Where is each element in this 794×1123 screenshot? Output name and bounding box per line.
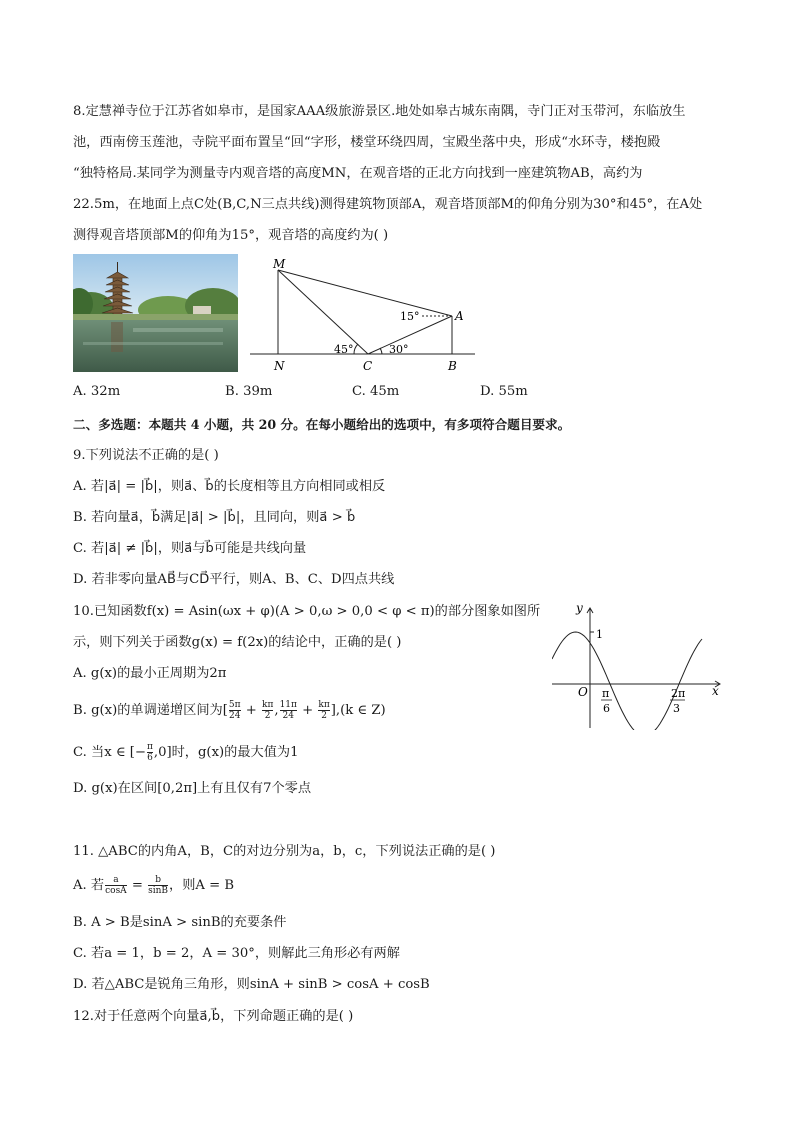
q10-c-pre: C. 当x ∈ [−	[73, 745, 146, 760]
label-B: B	[448, 359, 457, 373]
label-C: C	[363, 359, 373, 373]
q8-line2: 池，西南傍玉莲池，寺院平面布置呈“回“字形，楼堂环绕四周，宝殿坐落中央，形成“水环寺，楼抱殿	[73, 135, 661, 150]
q8-line1: 8.定慧禅寺位于江苏省如皋市，是国家AAA级旅游景区.地处如皋古城东南隅，寺门正对玉带河，东临放生	[73, 104, 686, 119]
tick-2pi-den: 3	[673, 702, 680, 715]
frac-11pi-24	[280, 700, 297, 721]
tick-pi-num: π	[602, 687, 610, 700]
frac-pi-6	[147, 742, 153, 763]
q10-b-pre: B. g(x)的单调递增区间为[	[73, 703, 228, 718]
label-N: N	[274, 359, 285, 373]
q9-option-b: B. 若向量a⃗，b⃗满足|a⃗| > |b⃗|，且同向，则a⃗ > b⃗	[73, 510, 356, 525]
elevation-diagram	[250, 258, 480, 376]
tick-1: 1	[596, 628, 603, 641]
axis-x-label: x	[712, 684, 719, 698]
q9-option-a: A. 若|a⃗| = |b⃗|，则a⃗、b⃗的长度相等且方向相同或相反	[73, 479, 386, 494]
frac-den: cosA	[105, 886, 127, 896]
tick-2pi-num: 2π	[671, 687, 686, 700]
q8-option-d: D. 55m	[480, 384, 528, 399]
q10-option-d: D. g(x)在区间[0,2π]上有且仅有7个零点	[73, 781, 312, 796]
q10-option-c	[73, 742, 299, 763]
frac-num: 11π	[279, 700, 297, 710]
q9-option-c: C. 若|a⃗| ≠ |b⃗|，则a⃗与b⃗可能是共线向量	[73, 541, 307, 556]
frac-den: 2	[321, 711, 327, 721]
q8-line3: “独特格局.某同学为测量寺内观音塔的高度MN，在观音塔的正北方向找到一座建筑物AB，高约为	[73, 166, 643, 181]
q10-b-post: ],(k ∈ Z)	[330, 703, 386, 718]
q8-option-c: C. 45m	[352, 384, 400, 399]
frac-num: 5π	[228, 700, 241, 710]
angle-15: 15°	[400, 310, 420, 323]
angle-30: 30°	[389, 343, 409, 356]
frac-den: 24	[228, 711, 241, 721]
axis-y-label: y	[576, 601, 583, 615]
frac-num: kπ	[318, 700, 330, 710]
label-A: A	[455, 309, 464, 323]
q10-line2: 示，则下列关于函数g(x) = f(2x)的结论中，正确的是( )	[73, 635, 402, 650]
q10-option-b: B. g(x)的单调递增区间为[ $\frac{5\pi}{24}$ + $\frac{k\pi}{2}$ , $\frac{11\pi}{24}$ + $\frac{k\pi}{2}$ ],(k ∈ Z)	[73, 700, 386, 721]
frac-5pi-24	[229, 700, 241, 721]
label-M: M	[273, 258, 286, 271]
pagoda-photo	[73, 254, 238, 372]
frac-num: π	[146, 742, 153, 752]
q11-option-d: D. 若△ABC是锐角三角形，则sinA + sinB > cosA + cosB	[73, 977, 430, 992]
origin-label: O	[578, 685, 588, 699]
angle-45: 45°	[334, 343, 354, 356]
frac-kpi-2	[262, 700, 273, 721]
q11-a-pre: A. 若	[73, 878, 105, 893]
q9-stem: 9.下列说法不正确的是( )	[73, 448, 219, 463]
q11-option-b: B. A > B是sinA > sinB的充要条件	[73, 915, 287, 930]
tick-pi-den: 6	[603, 702, 610, 715]
q8-option-a: A. 32m	[73, 384, 121, 399]
frac-den: sinB	[148, 886, 169, 896]
q11-option-c: C. 若a = 1，b = 2，A = 30°，则解此三角形必有两解	[73, 946, 400, 961]
sine-graph	[552, 598, 727, 730]
frac-den: 2	[264, 711, 271, 721]
q8-line4: 22.5m，在地面上点C处(B,C,N三点共线)测得建筑物顶部A，观音塔顶部M的仰角分别为30°和45°，在A处	[73, 197, 703, 212]
q8-option-b: B. 39m	[225, 384, 273, 399]
q9-option-d: D. 若非零向量AB⃗与CD⃗平行，则A、B、C、D四点共线	[73, 572, 395, 587]
frac-den: 6	[147, 753, 153, 763]
q10-line1: 10.已知函数f(x) = Asin(ωx + φ)(A > 0,ω > 0,0 < φ < π)的部分图象如图所	[73, 604, 541, 619]
frac-kpi-2b	[318, 700, 329, 721]
q11-option-a: A. 若 $\frac{a}{\cos A}$ = $\frac{b}{\sin B}$ ，则A = B	[73, 875, 235, 896]
q10-option-a: A. g(x)的最小正周期为2π	[73, 666, 227, 681]
q8-line5: 测得观音塔顶部M的仰角为15°，观音塔的高度约为( )	[73, 228, 389, 243]
frac-a-cosA	[105, 875, 127, 896]
frac-num: a	[105, 875, 127, 886]
q12-stem: 12.对于任意两个向量a⃗,b⃗，下列命题正确的是( )	[73, 1009, 354, 1024]
q11-stem: 11. △ABC的内角A，B，C的对边分别为a，b，c，下列说法正确的是( )	[73, 844, 496, 859]
q11-a-post: ，则A = B	[169, 878, 235, 893]
frac-den: 24	[282, 711, 294, 721]
frac-num: b	[148, 875, 168, 886]
frac-num: kπ	[261, 700, 274, 710]
q10-c-post: ,0]时，g(x)的最大值为1	[153, 745, 299, 760]
section-heading: 二、多选题：本题共 4 小题，共 20 分。在每小题给出的选项中，有多项符合题目要求。	[73, 417, 571, 432]
frac-b-sinB	[148, 875, 168, 896]
